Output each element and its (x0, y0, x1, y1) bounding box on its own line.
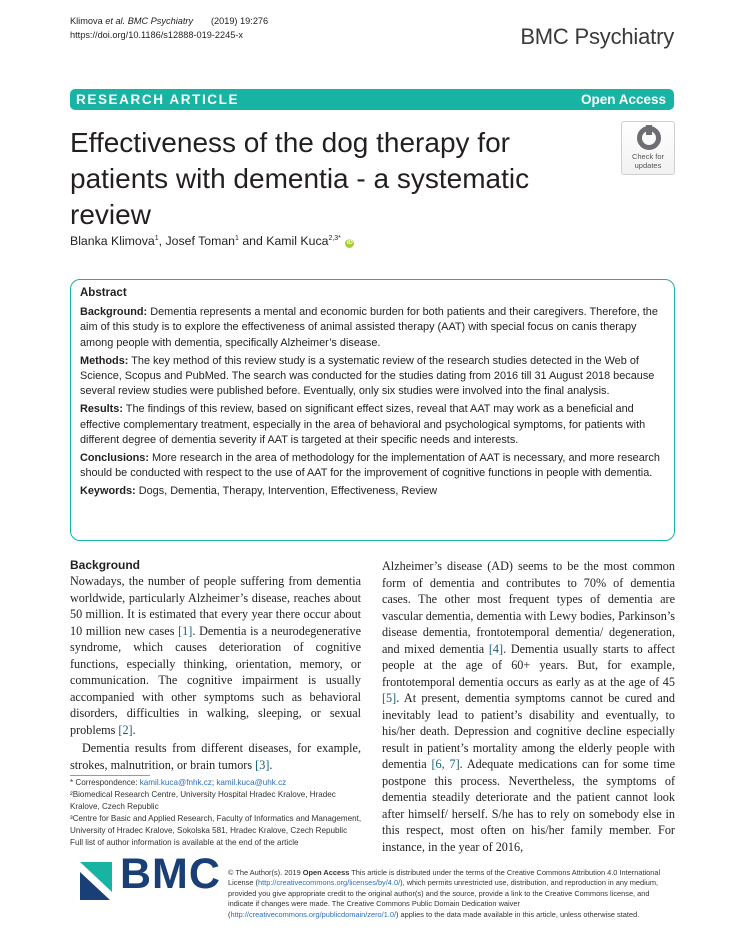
bmc-logo-text: BMC (120, 850, 221, 898)
footnote-divider (70, 775, 150, 776)
license-link[interactable]: http://creativecommons.org/licenses/by/4.0/ (258, 878, 401, 888)
citation-link[interactable]: [6, 7] (431, 757, 460, 771)
check-for-updates-label: Check for updates (631, 152, 665, 170)
full-author-info-note: Full list of author information is available at the end of the article (70, 838, 299, 847)
citation-link[interactable]: [5] (382, 691, 397, 705)
citation-link[interactable]: [4] (488, 641, 504, 656)
citation-link[interactable]: [1] (178, 623, 193, 638)
orcid-icon[interactable]: iD (346, 240, 353, 246)
author-name[interactable]: Blanka Klimova (70, 234, 155, 248)
article-type-label: RESEARCH ARTICLE (76, 92, 240, 107)
body-paragraph: Nowadays, the number of people suffering from dementia worldwide, particularly Alzheimer’s disease, reaches about 50 million. It is estimated that every year there occur about 10 million new cases [1]. Dementia is a neurodegenerative syndrome, which causes deterioration of cognitive functions, especially thinking, orientation, memory, or communication. The cognitive impairment is usually accompanied with other symptoms such as behavioral disorders, difficulties in walking, sleeping, or sexual problems [2]. (70, 574, 362, 737)
journal-name: BMC Psychiatry (520, 24, 674, 49)
abstract-keywords: Keywords: Dogs, Dementia, Therapy, Intervention, Effectiveness, Review (80, 485, 438, 498)
abstract-results: Results: The findings of this review, based on significant effect sizes, reveal that AAT may work as a beneficial and effective complementary treatment, especially in the area of behavioral and psychological symptoms, for patients with different degree of dementia severity if AAT is targeted at their specific needs and interests. (80, 403, 646, 446)
crossmark-icon (637, 126, 661, 150)
citation-link[interactable]: [3] (255, 757, 270, 772)
article-type-banner (70, 89, 674, 110)
citation-link[interactable]: [2] (118, 722, 133, 737)
open-access-label: Open Access (580, 92, 666, 107)
email-link[interactable]: kamil.kuca@uhk.cz (216, 778, 287, 787)
abstract-heading: Abstract (80, 287, 127, 299)
running-header (70, 14, 268, 42)
citation-authors: Klimova (70, 16, 106, 26)
correspondence-note: * Correspondence: kamil.kuca@fnhk.cz; kamil.kuca@uhk.cz (70, 778, 287, 787)
body-paragraph: Alzheimer’s disease (AD) seems to be the most common form of dementia and contributes to 70% of dementia cases. The other most frequent types of dementia are vascular dementia, dementia with Lewy bodies, Parkinson’s disease dementia, frontotemporal dementia/ degeneration, and mixed dementia [4]. Dementia usually starts to affect people at the age of 60+ years. But, for example, frontotemporal dementia occurs as early as at the age of 45 [5]. At present, dementia symptoms cannot be cured and inevitably lead to patient’s disability and eventually, to his/her death. Depression and cognitive decline especially result in patient’s mortality among the elderly people with dementia [6, 7]. Adequate medications can for some time postpone this process. Nevertheless, the symptoms of dementia steadily deteriorate and the patient cannot look after himself/ herself. S/he has to rely on somebody else in this respect, most often on his/her family member. For instance, in the year of 2016, (382, 559, 675, 854)
citation-journal: et al. BMC Psychiatry (105, 16, 194, 26)
body-column-left (70, 558, 361, 773)
affiliation-note: ²Biomedical Research Centre, University Hospital Hradec Kralove, Hradec Kralove, Czech Republic (70, 790, 336, 811)
body-column-right (382, 558, 675, 855)
article-title: Effectiveness of the dog therapy for patients with dementia - a systematic review (70, 127, 530, 230)
citation-year: (2019) 19:276 (210, 16, 269, 26)
abstract-conclusions: Conclusions: More research in the area of methodology for the implementation of AAT is necessary, and more research should be conducted with respect to the use of AAT for the improvement of cognitive functions in people with dementia. (80, 452, 660, 480)
license-text: © The Author(s). 2019 Open Access This article is distributed under the terms of the Creative Commons Attribution 4.0 International License (http://creativecommons.org/licenses/by/4.0/), which permits unrestricted use, distribution, and reproduction in any medium, provided you give appropriate credit to the original author(s) and the source, provide a link to the Creative Commons license, and indicate if changes were made. The Creative Commons Public Domain Dedication waiver (http://creativecommons.org/publicdomain/zero/1.0/) applies to the data made available in this article, unless otherwise stated. (228, 868, 661, 919)
author-list: Blanka Klimova$^1$, Josef Toman$^1$ and Kamil Kuca$^{2,3*}$ iD (70, 234, 353, 248)
author-name[interactable]: and Kamil Kuca (238, 234, 329, 248)
doi-link[interactable]: https://doi.org/10.1186/s12888-019-2245-x (70, 30, 243, 40)
check-for-updates-button[interactable] (621, 121, 675, 175)
license-link[interactable]: http://creativecommons.org/publicdomain/zero/1.0/ (230, 909, 397, 919)
author-name[interactable]: , Josef Toman (158, 234, 235, 248)
section-heading: Background (70, 558, 141, 572)
email-link[interactable]: kamil.kuca@fnhk.cz (139, 778, 212, 787)
body-paragraph: Dementia results from different diseases, for example, strokes, malnutrition, or brain tumors [3]. (70, 741, 361, 772)
footnotes (70, 777, 362, 849)
abstract-box (70, 279, 675, 541)
affiliation-note: ³Centre for Basic and Applied Research, Faculty of Informatics and Management, University of Hradec Kralove, Sokolska 581, Hradec Kralove, Czech Republic (70, 814, 362, 835)
abstract-background: Background: Dementia represents a mental and economic burden for both patients and their caregivers. Therefore, the aim of this study is to explore the effectiveness of animal assisted therapy (AAT) with special focus on canis therapy among people with dementia, specifically Alzheimer’s disease. (80, 306, 658, 349)
abstract-methods: Methods: The key method of this review study is a systematic review of the research studies detected in the Web of Science, Scopus and PubMed. The search was conducted for the studies dating from 2016 till 31 August 2018 because several review studies were published before. Eventually, only six studies were involved into the final analysis. (80, 354, 655, 398)
